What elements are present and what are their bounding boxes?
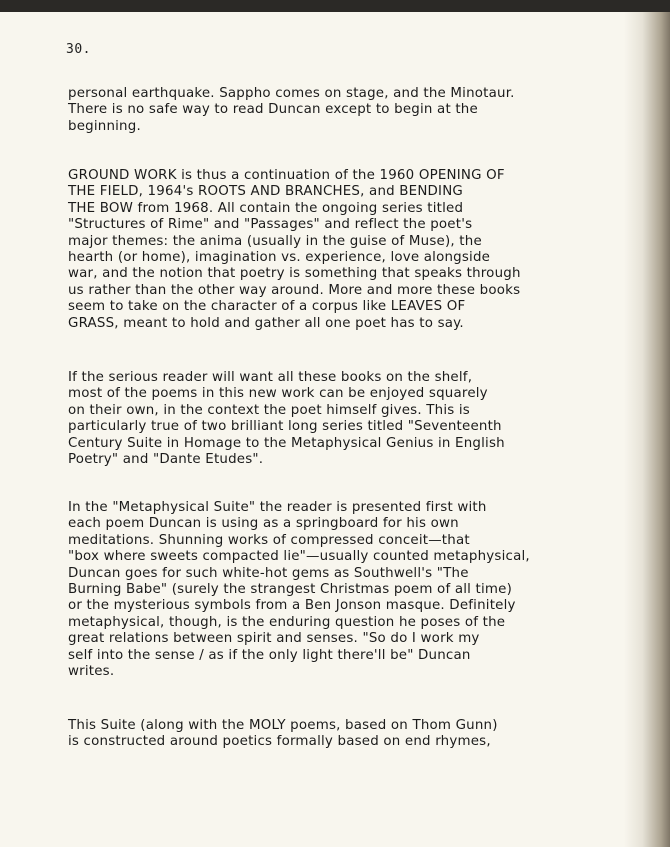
paragraph-1 (68, 86, 628, 135)
text-line: self into the sense / as if the only light there'll be" Duncan (68, 647, 471, 663)
text-line: seem to take on the character of a corpus like LEAVES OF (68, 299, 466, 315)
text-line: on their own, in the context the poet himself gives. This is (68, 402, 470, 418)
text-line: personal earthquake. Sappho comes on stage, and the Minotaur. (68, 86, 515, 101)
text-line: writes. (68, 664, 115, 680)
text-line: Burning Babe" (surely the strangest Christmas poem of all time) (68, 582, 513, 598)
page-number: 30. (66, 42, 91, 57)
text-line: metaphysical, though, is the enduring question he poses of the (68, 614, 506, 630)
text-line: In the "Metaphysical Suite" the reader is presented first with (68, 500, 487, 515)
text-line: each poem Duncan is using as a springboard for his own (68, 516, 459, 532)
text-line: most of the poems in this new work can be enjoyed squarely (68, 386, 488, 402)
text-line: particularly true of two brilliant long series titled "Seventeenth (68, 419, 502, 435)
text-line: beginning. (68, 118, 141, 134)
text-line: This Suite (along with the MOLY poems, based on Thom Gunn) (68, 718, 498, 733)
text-line: or the mysterious symbols from a Ben Jonson masque. Definitely (68, 598, 516, 614)
text-line: great relations between spirit and senses. "So do I work my (68, 631, 480, 647)
text-line: us rather than the other way around. More and more these books (68, 282, 521, 298)
text-line: THE FIELD, 1964's ROOTS AND BRANCHES, and BENDING (68, 184, 464, 200)
text-line: is constructed around poetics formally based on end rhymes, (68, 734, 491, 750)
paragraph-3 (68, 370, 628, 468)
text-line: If the serious reader will want all these books on the shelf, (68, 370, 473, 385)
paragraph-2 (68, 168, 628, 332)
text-line: Century Suite in Homage to the Metaphysical Genius in English (68, 435, 505, 451)
text-line: "box where sweets compacted lie"—usually counted metaphysical, (68, 549, 530, 565)
text-line: hearth (or home), imagination vs. experience, love alongside (68, 250, 491, 266)
text-line: GRASS, meant to hold and gather all one poet has to say. (68, 315, 464, 331)
paragraph-5 (68, 718, 628, 751)
text-line: GROUND WORK is thus a continuation of the 1960 OPENING OF (68, 168, 505, 183)
text-line: THE BOW from 1968. All contain the ongoing series titled (68, 200, 464, 216)
text-line: war, and the notion that poetry is something that speaks through (68, 266, 521, 282)
text-line: There is no safe way to read Duncan except to begin at the (68, 102, 478, 118)
text-line: Duncan goes for such white-hot gems as Southwell's "The (68, 565, 469, 581)
text-line: meditations. Shunning works of compressed conceit—that (68, 532, 470, 548)
text-line: Poetry" and "Dante Etudes". (68, 452, 264, 468)
scan-top-edge (0, 0, 670, 12)
text-line: "Structures of Rime" and "Passages" and reflect the poet's (68, 217, 473, 233)
book-spine-shadow (624, 12, 670, 847)
text-line: major themes: the anima (usually in the guise of Muse), the (68, 233, 482, 249)
paragraph-4 (68, 500, 628, 680)
